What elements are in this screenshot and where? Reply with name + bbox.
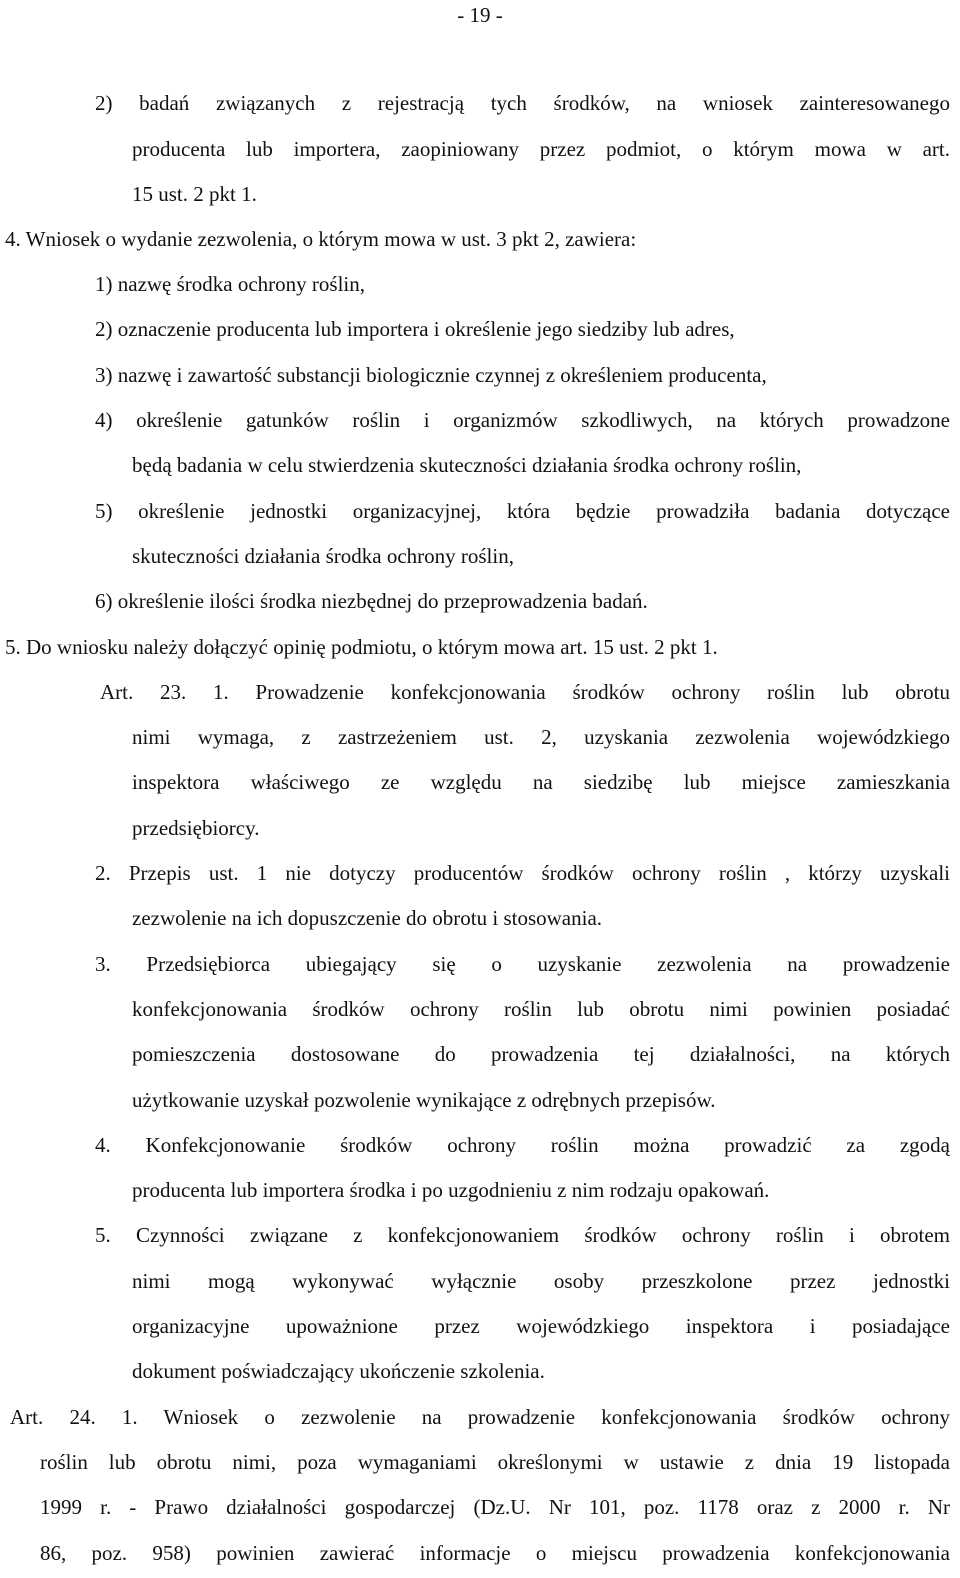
text-line: skuteczności działania środka ochrony roślin, bbox=[132, 544, 514, 568]
text-line: 2) badań związanych z rejestracją tych środków, na wniosek zainteresowanego bbox=[95, 91, 950, 115]
text-line: 3. Przedsiębiorca ubiegający się o uzyskanie zezwolenia na prowadzenie bbox=[95, 952, 950, 976]
text-line: 5. Czynności związane z konfekcjonowaniem środków ochrony roślin i obrotem bbox=[95, 1223, 950, 1247]
text-line: Art. 23. 1. Prowadzenie konfekcjonowania środków ochrony roślin lub obrotu bbox=[100, 680, 950, 704]
text-line: 4. Wniosek o wydanie zezwolenia, o którym mowa w ust. 3 pkt 2, zawiera: bbox=[5, 227, 637, 251]
text-line: dokument poświadczający ukończenie szkolenia. bbox=[132, 1359, 545, 1383]
page-number: - 19 - bbox=[457, 3, 503, 27]
text-line: nimi wymaga, z zastrzeżeniem ust. 2, uzyskania zezwolenia wojewódzkiego bbox=[132, 725, 950, 749]
text-line: zezwolenie na ich dopuszczenie do obrotu i stosowania. bbox=[132, 906, 603, 930]
text-line: 3) nazwę i zawartość substancji biologicznie czynnej z określeniem producenta, bbox=[95, 363, 767, 387]
text-line: użytkowanie uzyskał pozwolenie wynikające z odrębnych przepisów. bbox=[132, 1088, 716, 1112]
text-line: producenta lub importera środka i po uzgodnieniu z nim rodzaju opakowań. bbox=[132, 1178, 770, 1202]
text-line: 86, poz. 958) powinien zawierać informacje o miejscu prowadzenia konfekcjonowania bbox=[40, 1541, 950, 1565]
text-line: 1) nazwę środka ochrony roślin, bbox=[95, 272, 366, 296]
text-line: pomieszczenia dostosowane do prowadzenia tej działalności, na których bbox=[132, 1042, 950, 1066]
text-line: konfekcjonowania środków ochrony roślin lub obrotu nimi powinien posiadać bbox=[132, 997, 950, 1021]
text-line: 6) określenie ilości środka niezbędnej do przeprowadzenia badań. bbox=[95, 589, 648, 613]
text-line: organizacyjne upoważnione przez wojewódzkiego inspektora i posiadające bbox=[132, 1314, 950, 1338]
text-line: roślin lub obrotu nimi, poza wymaganiami określonymi w ustawie z dnia 19 listopada bbox=[40, 1450, 950, 1474]
text-line: 2. Przepis ust. 1 nie dotyczy producentów środków ochrony roślin , którzy uzyskali bbox=[95, 861, 950, 885]
text-line: 15 ust. 2 pkt 1. bbox=[132, 182, 257, 206]
text-line: 2) oznaczenie producenta lub importera i określenie jego siedziby lub adres, bbox=[95, 317, 735, 341]
text-line: inspektora właściwego ze względu na siedzibę lub miejsce zamieszkania bbox=[132, 770, 950, 794]
text-line: nimi mogą wykonywać wyłącznie osoby przeszkolone przez jednostki bbox=[132, 1269, 950, 1293]
text-line: 5) określenie jednostki organizacyjnej, która będzie prowadziła badania dotyczące bbox=[95, 499, 950, 523]
text-line: 5. Do wniosku należy dołączyć opinię podmiotu, o którym mowa art. 15 ust. 2 pkt 1. bbox=[5, 635, 718, 659]
text-line: 4. Konfekcjonowanie środków ochrony roślin można prowadzić za zgodą bbox=[95, 1133, 950, 1157]
text-line: 1999 r. - Prawo działalności gospodarczej (Dz.U. Nr 101, poz. 1178 oraz z 2000 r. Nr bbox=[40, 1495, 950, 1519]
text-line: 4) określenie gatunków roślin i organizmów szkodliwych, na których prowadzone bbox=[95, 408, 950, 432]
text-line: producenta lub importera, zaopiniowany przez podmiot, o którym mowa w art. bbox=[132, 137, 950, 161]
text-line: będą badania w celu stwierdzenia skuteczności działania środka ochrony roślin, bbox=[132, 453, 802, 477]
text-line: Art. 24. 1. Wniosek o zezwolenie na prowadzenie konfekcjonowania środków ochrony bbox=[10, 1405, 950, 1429]
text-line: przedsiębiorcy. bbox=[132, 816, 260, 840]
